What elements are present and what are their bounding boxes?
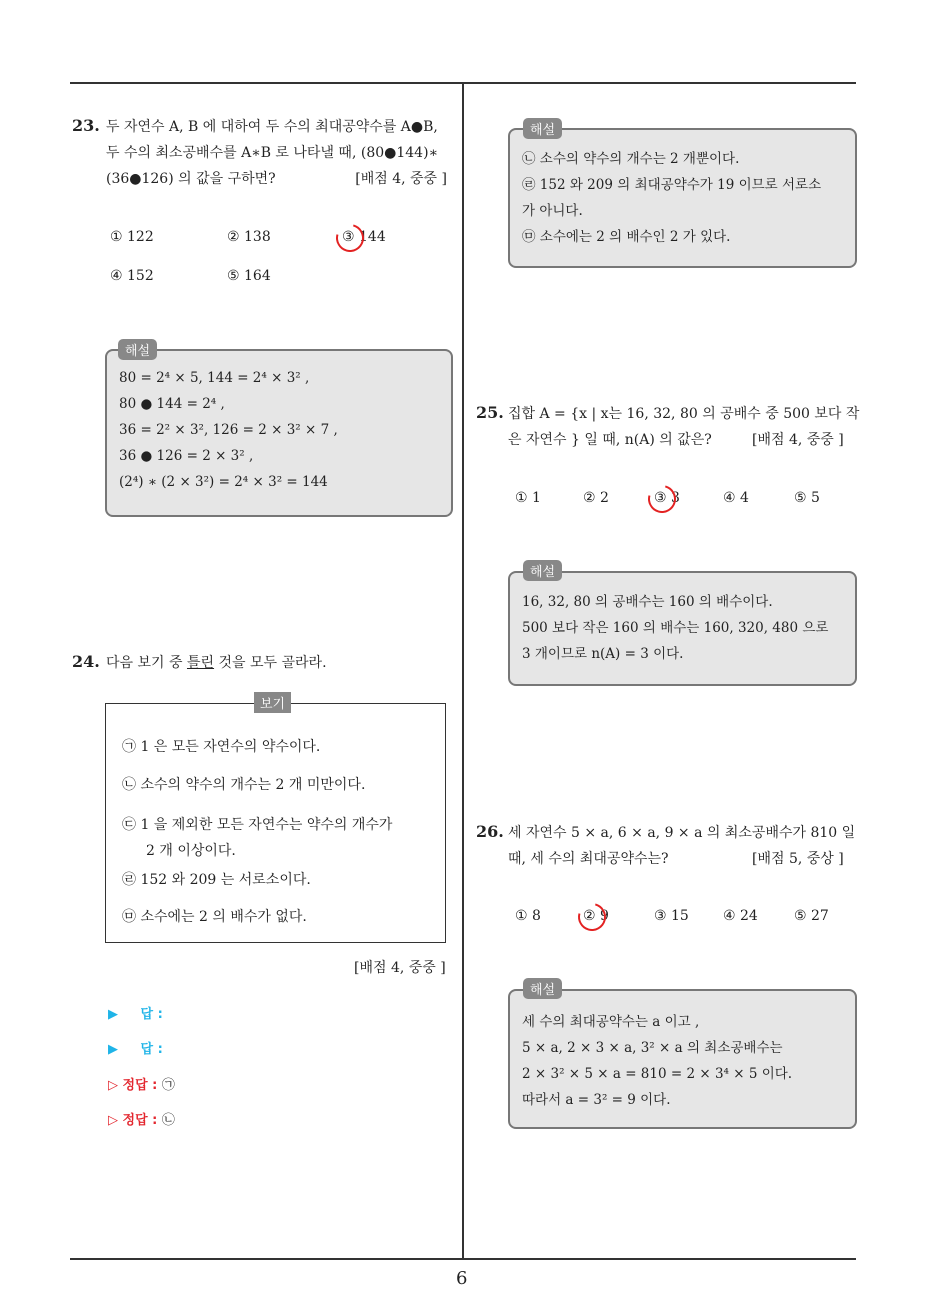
answer-circle-mark (331, 219, 369, 257)
choice-4[interactable]: ④ 4 (723, 490, 749, 506)
score-label: [배점 4, 중중 ] (752, 432, 844, 448)
question-text-line: 은 자연수 } 일 때, n(A) 의 값은? (508, 432, 712, 448)
solution-box (508, 571, 857, 686)
choice-3[interactable]: ③ 15 (654, 908, 689, 924)
solution-tag: 해설 (523, 118, 562, 139)
solution-line: 5 × a, 2 × 3 × a, 3² × a 의 최소공배수는 (522, 1040, 783, 1056)
question-text-underlined: 틀린 (186, 655, 215, 671)
question-text-line: 세 자연수 5 × a, 6 × a, 9 × a 의 최소공배수가 810 일 (508, 825, 856, 841)
choice-4[interactable]: ④ 152 (110, 268, 154, 284)
solution-line: 3 개이므로 n(A) = 3 이다. (522, 646, 684, 662)
question-number: 23. (72, 116, 100, 135)
choice-5[interactable]: ⑤ 164 (227, 268, 271, 284)
question-text-line: 집합 A = {x | x는 16, 32, 80 의 공배수 중 500 보다 작 (508, 406, 860, 422)
bogi-item: ㉡ 소수의 약수의 개수는 2 개 미만이다. (122, 777, 366, 793)
solution-line: ㉣ 152 와 209 의 최대공약수가 19 이므로 서로소 (522, 177, 822, 193)
bogi-item: ㉢ 1 을 제외한 모든 자연수는 약수의 개수가 (122, 817, 393, 833)
choice-1[interactable]: ① 1 (515, 490, 541, 506)
solution-line: 가 아니다. (522, 203, 583, 219)
answer-label: 답 : (140, 1007, 163, 1022)
score-label: [배점 5, 중상 ] (752, 851, 844, 867)
correct-label: 정답 : (122, 1078, 158, 1093)
question-text: 다음 보기 중 (106, 655, 187, 671)
choice-2[interactable]: ② 138 (227, 229, 271, 245)
choice-5[interactable]: ⑤ 5 (794, 490, 820, 506)
choice-5[interactable]: ⑤ 27 (794, 908, 829, 924)
answer-label: 답 : (140, 1042, 163, 1057)
solution-line: 따라서 a = 3² = 9 이다. (522, 1092, 671, 1108)
answer-circle-mark (573, 898, 611, 936)
play-icon: ▶ (108, 1042, 118, 1057)
solution-line: (2⁴) ∗ (2 × 3²) = 2⁴ × 3² = 144 (119, 474, 328, 490)
correct-row-2 (108, 1109, 175, 1128)
bogi-tag: 보기 (254, 692, 291, 713)
choice-2[interactable]: ② 9 (583, 908, 609, 924)
choice-3[interactable]: ③ 3 (654, 490, 680, 506)
choice-4[interactable]: ④ 24 (723, 908, 758, 924)
bogi-item: ㉠ 1 은 모든 자연수의 약수이다. (122, 739, 321, 755)
solution-line: ㉡ 소수의 약수의 개수는 2 개뿐이다. (522, 151, 740, 167)
solution-tag: 해설 (523, 560, 562, 581)
score-label: [배점 4, 중중 ] (354, 960, 446, 976)
solution-tag: 해설 (118, 339, 157, 360)
choice-1[interactable]: ① 122 (110, 229, 154, 245)
solution-box (105, 349, 453, 517)
question-text-line: 두 수의 최소공배수를 A∗B 로 나타낼 때, (80●144)∗ (106, 145, 439, 161)
bottom-rule (70, 1258, 856, 1260)
correct-label: 정답 : (122, 1113, 158, 1128)
column-divider (462, 84, 464, 1259)
solution-line: 80 = 2⁴ × 5, 144 = 2⁴ × 3² , (119, 370, 310, 386)
solution-line: 36 ● 126 = 2 × 3² , (119, 448, 254, 464)
solution-line: 2 × 3² × 5 × a = 810 = 2 × 3⁴ × 5 이다. (522, 1066, 793, 1082)
solution-line: 세 수의 최대공약수는 a 이고 , (522, 1014, 700, 1030)
bogi-item: ㉣ 152 와 209 는 서로소이다. (122, 872, 311, 888)
answer-row-2 (108, 1038, 163, 1057)
solution-line: 80 ● 144 = 2⁴ , (119, 396, 225, 412)
bogi-item: 2 개 이상이다. (146, 843, 236, 859)
question-number: 26. (476, 822, 504, 841)
score-label: [배점 4, 중중 ] (355, 171, 447, 187)
answer-row-1 (108, 1003, 163, 1022)
solution-line: 16, 32, 80 의 공배수는 160 의 배수이다. (522, 594, 773, 610)
play-icon: ▶ (108, 1007, 118, 1022)
bogi-item: ㉤ 소수에는 2 의 배수가 없다. (122, 909, 307, 925)
triangle-outline-icon: ▷ (108, 1078, 118, 1093)
solution-line: ㉤ 소수에는 2 의 배수인 2 가 있다. (522, 229, 731, 245)
solution-line: 36 = 2² × 3², 126 = 2 × 3² × 7 , (119, 422, 338, 438)
correct-row-1 (108, 1074, 175, 1093)
solution-line: 500 보다 작은 160 의 배수는 160, 320, 480 으로 (522, 620, 829, 636)
question-text-line: 두 자연수 A, B 에 대하여 두 수의 최대공약수를 A●B, (106, 119, 438, 135)
question-text-line: (36●126) 의 값을 구하면? (106, 171, 276, 187)
page-number: 6 (456, 1268, 468, 1289)
choice-3[interactable]: ③ 144 (342, 229, 386, 245)
answer-circle-mark (643, 480, 681, 518)
question-number: 24. (72, 652, 100, 671)
choice-1[interactable]: ① 8 (515, 908, 541, 924)
question-text: 것을 모두 골라라. (214, 655, 327, 671)
triangle-outline-icon: ▷ (108, 1113, 118, 1128)
question-text-line: 때, 세 수의 최대공약수는? (508, 851, 669, 867)
question-number: 25. (476, 403, 504, 422)
solution-tag: 해설 (523, 978, 562, 999)
solution-box (508, 128, 857, 268)
solution-box (508, 989, 857, 1129)
choice-2[interactable]: ② 2 (583, 490, 609, 506)
correct-answer: ㉡ (161, 1113, 175, 1128)
correct-answer: ㉠ (161, 1078, 175, 1093)
